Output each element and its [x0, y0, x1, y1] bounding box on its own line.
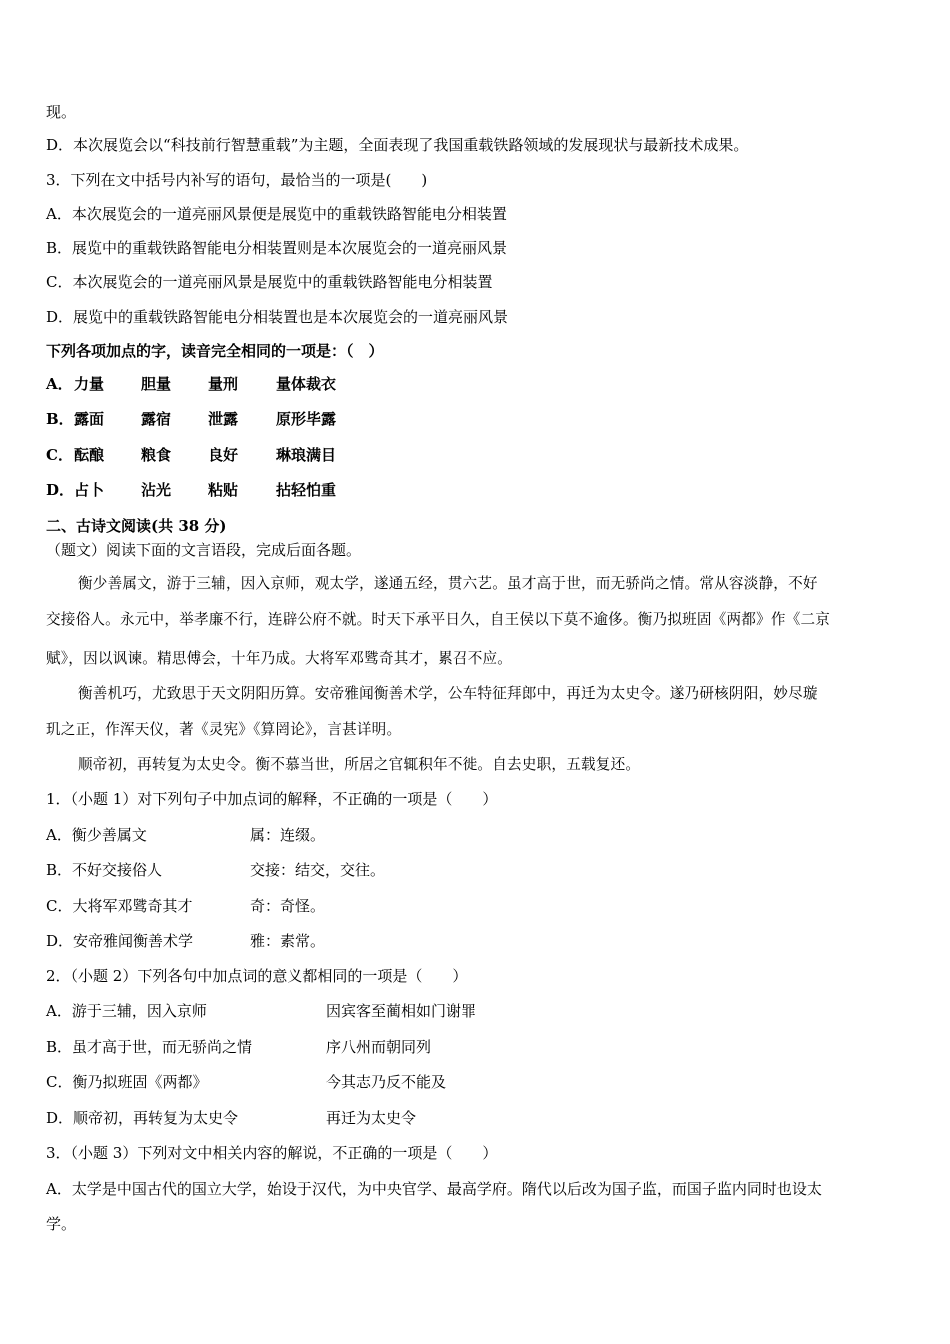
option-sentence: B．不好交接俗人	[46, 861, 163, 879]
passage-line: 衡善机巧，尤致思于天文阴阳历算。安帝雅闻衡善术学，公车特征拜郎中，再迁为太史令。遂乃研核阴阳，妙尽璇	[78, 685, 818, 702]
option-comparison: 再迁为太史令	[326, 1109, 417, 1127]
q3-option-b: B．展览中的重载铁路智能电分相装置则是本次展览会的一道亮丽风景	[46, 239, 508, 257]
pronunciation-question-stem: 下列各项加点的字，读音完全相同的一项是：（ ）	[46, 342, 384, 360]
q1-option-a	[46, 824, 326, 846]
option-explanation: 雅：素常。	[250, 932, 326, 950]
option-sentence: A．衡少善属文	[46, 826, 147, 844]
option-word: 粮食	[141, 446, 172, 464]
option-letter: D．	[46, 481, 75, 499]
option-sentence: D．顺帝初，再转复为太史令	[46, 1109, 239, 1127]
option-word: 泄露	[208, 410, 239, 428]
q2-option-c	[46, 1071, 447, 1093]
question-3-stem: 3．下列在文中括号内补写的语句，最恰当的一项是( )	[46, 171, 428, 189]
option-word: 沾光	[141, 481, 172, 499]
option-comparison: 今其志乃反不能及	[326, 1073, 447, 1091]
passage-instruction: （题文）阅读下面的文言语段，完成后面各题。	[46, 541, 362, 559]
option-word: 占卜	[74, 481, 105, 499]
q3-small-option-a-cont: 学。	[46, 1215, 77, 1233]
option-word: 量体裁衣	[276, 375, 337, 393]
option-letter: C．	[46, 446, 73, 464]
option-word: 琳琅满目	[276, 446, 337, 464]
option-word: 粘贴	[208, 481, 239, 499]
option-word: 量刑	[208, 375, 239, 393]
passage-line: 衡少善属文，游于三辅，因入京师，观太学，遂通五经，贯六艺。虽才高于世，而无骄尚之情。常从容淡静，不好	[78, 575, 818, 592]
q3-option-d: D．展览中的重载铁路智能电分相装置也是本次展览会的一道亮丽风景	[46, 308, 509, 326]
question-3-small-stem: 3．（小题 3）下列对文中相关内容的解说，不正确的一项是（ ）	[46, 1144, 498, 1162]
option-word: 露宿	[141, 410, 172, 428]
option-word: 良好	[208, 446, 239, 464]
option-explanation: 交接：结交，交往。	[250, 861, 386, 879]
q2-option-b	[46, 1036, 432, 1058]
q2-option-d	[46, 1107, 417, 1129]
option-sentence: C．衡乃拟班固《两都》	[46, 1073, 208, 1091]
q2-option-a	[46, 1000, 477, 1022]
text-line: 现。	[46, 103, 77, 121]
section-heading: 二、古诗文阅读(共 38 分)	[46, 517, 227, 535]
option-sentence: C．大将军邓骘奇其才	[46, 897, 193, 915]
q3-option-c: C．本次展览会的一道亮丽风景是展览中的重载铁路智能电分相装置	[46, 273, 493, 291]
q3-small-option-a: A．太学是中国古代的国立大学，始设于汉代，为中央官学、最高学府。隋代以后改为国子监，而国子监内同时也设太	[46, 1180, 822, 1198]
question-2-stem: 2．（小题 2）下列各句中加点词的意义都相同的一项是（ ）	[46, 967, 468, 985]
option-d-statement: D．本次展览会以“科技前行智慧重载”为主题，全面表现了我国重载铁路领域的发展现状与最新技术成果。	[46, 136, 749, 154]
option-word: 酝酿	[74, 446, 105, 464]
option-sentence: B．虽才高于世，而无骄尚之情	[46, 1038, 253, 1056]
option-sentence: D．安帝雅闻衡善术学	[46, 932, 194, 950]
option-word: 胆量	[141, 375, 172, 393]
option-explanation: 属：连缀。	[250, 826, 326, 844]
option-word: 露面	[74, 410, 105, 428]
option-letter: A．	[46, 375, 73, 393]
option-word: 力量	[74, 375, 105, 393]
passage-line: 交接俗人。永元中，举孝廉不行，连辟公府不就。时天下承平日久，自王侯以下莫不逾侈。衡乃拟班固《两都》作《二京	[46, 611, 831, 628]
q1-option-b	[46, 859, 386, 881]
passage-line: 赋》，因以讽谏。精思傅会，十年乃成。大将军邓骘奇其才，累召不应。	[46, 650, 513, 667]
option-letter: B．	[46, 410, 74, 428]
option-word: 拈轻怕重	[276, 481, 337, 499]
option-sentence: A．游于三辅，因入京师	[46, 1002, 207, 1020]
passage-line: 玑之正，作浑天仪，著《灵宪》《算罔论》，言甚详明。	[46, 721, 402, 738]
passage-line: 顺帝初，再转复为太史令。衡不慕当世，所居之官辄积年不徙。自去史职，五载复还。	[78, 756, 641, 773]
option-comparison: 序八州而朝同列	[326, 1038, 432, 1056]
option-comparison: 因宾客至蔺相如门谢罪	[326, 1002, 477, 1020]
question-1-stem: 1．（小题 1）对下列句子中加点词的解释，不正确的一项是（ ）	[46, 790, 498, 808]
option-explanation: 奇：奇怪。	[250, 897, 326, 915]
q1-option-d	[46, 930, 326, 952]
q3-option-a: A．本次展览会的一道亮丽风景便是展览中的重载铁路智能电分相装置	[46, 205, 507, 223]
q1-option-c	[46, 895, 326, 917]
option-word: 原形毕露	[276, 410, 337, 428]
